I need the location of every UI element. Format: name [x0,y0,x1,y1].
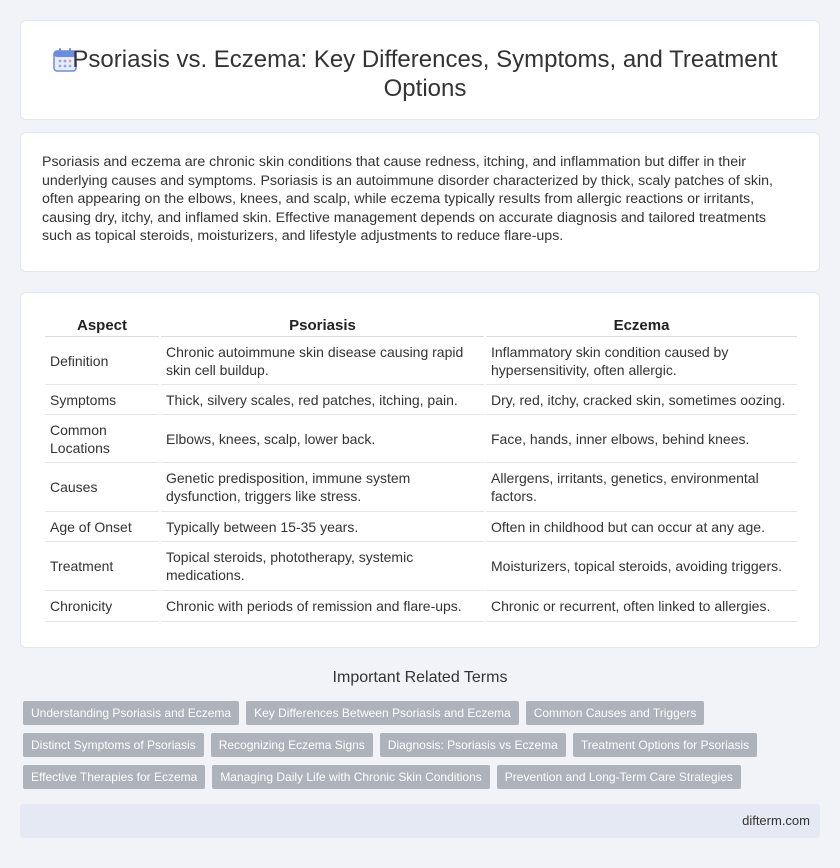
row-psoriasis: Chronic with periods of remission and flare-ups. [161,591,484,622]
table-row [45,591,797,622]
row-psoriasis: Topical steroids, phototherapy, systemic medications. [161,542,484,591]
related-tag[interactable]: Key Differences Between Psoriasis and Eczema [246,701,519,725]
related-tag[interactable]: Diagnosis: Psoriasis vs Eczema [380,733,566,757]
row-aspect: Causes [45,463,159,512]
footer-site-link[interactable]: difterm.com [742,813,810,828]
related-tag[interactable]: Recognizing Eczema Signs [211,733,373,757]
related-tag[interactable]: Prevention and Long-Term Care Strategies [497,765,741,789]
table-row [45,512,797,542]
row-eczema: Inflammatory skin condition caused by hypersensitivity, often allergic. [486,337,797,385]
related-tag[interactable]: Common Causes and Triggers [526,701,705,725]
related-terms-title: Important Related Terms [332,669,508,686]
related-tag[interactable]: Distinct Symptoms of Psoriasis [23,733,204,757]
tag-row [23,765,803,789]
related-tag[interactable]: Effective Therapies for Eczema [23,765,205,789]
row-aspect: Age of Onset [45,512,159,542]
row-eczema: Chronic or recurrent, often linked to allergies. [486,591,797,622]
table-row [45,385,797,415]
row-aspect: Definition [45,337,159,385]
row-eczema: Allergens, irritants, genetics, environmental factors. [486,463,797,512]
footer [20,804,820,838]
table-row [45,337,797,385]
tag-row [23,701,803,725]
row-eczema: Face, hands, inner elbows, behind knees. [486,415,797,463]
header-aspect: Aspect [45,315,159,337]
tag-row [23,733,803,757]
comparison-table [43,315,799,622]
row-eczema: Dry, red, itchy, cracked skin, sometimes oozing. [486,385,797,415]
row-eczema: Often in childhood but can occur at any age. [486,512,797,542]
row-aspect: Treatment [45,542,159,591]
row-aspect: Common Locations [45,415,159,463]
comparison-card [20,292,820,648]
row-eczema: Moisturizers, topical steroids, avoiding triggers. [486,542,797,591]
related-terms-list [23,701,803,797]
table-header-row [45,315,797,337]
row-psoriasis: Genetic predisposition, immune system dysfunction, triggers like stress. [161,463,484,512]
row-psoriasis: Elbows, knees, scalp, lower back. [161,415,484,463]
row-psoriasis: Thick, silvery scales, red patches, itching, pain. [161,385,484,415]
title-card [20,20,820,120]
intro-paragraph: Psoriasis and eczema are chronic skin conditions that cause redness, itching, and inflammation but differ in their underlying causes and symptoms. Psoriasis is an autoimmune disorder characterized by thick, scaly patches of skin, often appearing on the elbows, knees, and scalp, while eczema typically results from allergic reactions or irritants, causing dry, itchy, and inflamed skin. Effective management depends on accurate diagnosis and tailored treatments such as topical steroids, moisturizers, and lifestyle adjustments to reduce flare-ups. [42,154,773,245]
header-psoriasis: Psoriasis [161,315,484,337]
header-eczema: Eczema [486,315,797,337]
table-row [45,415,797,463]
page-title: Psoriasis vs. Eczema: Key Differences, Symptoms, and Treatment Options [72,46,778,102]
row-aspect: Symptoms [45,385,159,415]
table-row [45,542,797,591]
related-tag[interactable]: Managing Daily Life with Chronic Skin Conditions [212,765,489,789]
intro-card [20,132,820,272]
table-row [45,463,797,512]
row-psoriasis: Chronic autoimmune skin disease causing rapid skin cell buildup. [161,337,484,385]
row-psoriasis: Typically between 15-35 years. [161,512,484,542]
related-tag[interactable]: Treatment Options for Psoriasis [573,733,757,757]
related-tag[interactable]: Understanding Psoriasis and Eczema [23,701,239,725]
row-aspect: Chronicity [45,591,159,622]
